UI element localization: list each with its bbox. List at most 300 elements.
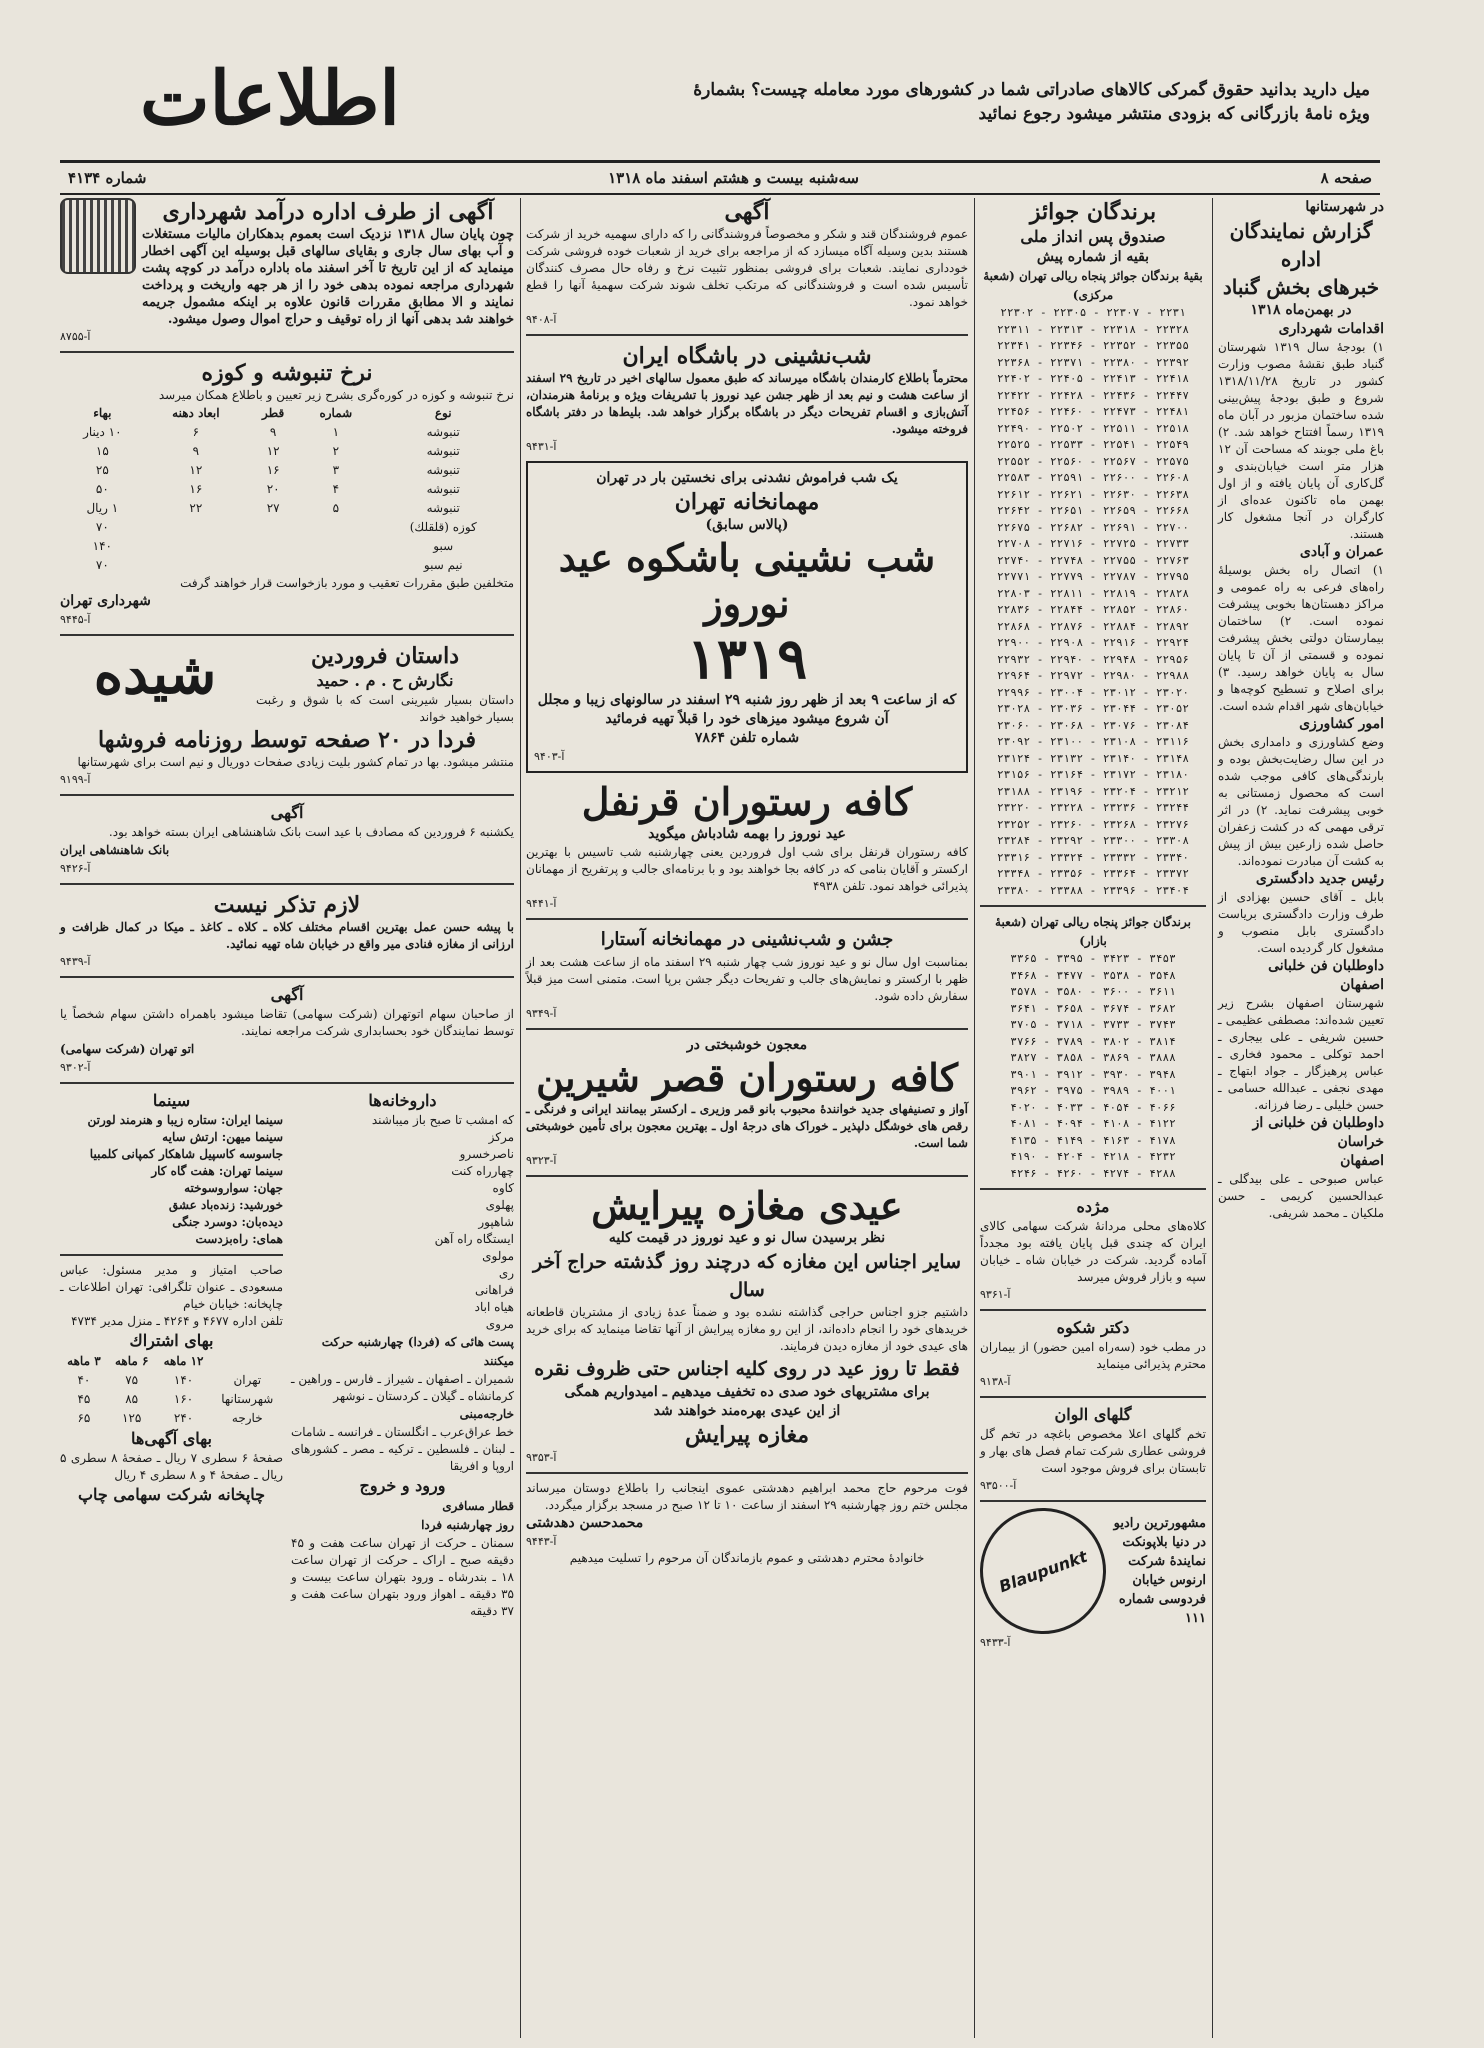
table-cell: تنبوشه	[426, 482, 460, 496]
table-cell: ۲۴۰	[173, 1411, 194, 1425]
ad-text: آواز و تصنیفهای جدید خوانندهٔ محبوب بانو قمر وزیری ـ ارکستر بیمانند ایرانی و فرنگی ـ رقص های خوشگل دلپذیر ـ خوراک های درجهٔ اول ـ بهترین معجون برای تأمین خوشبختی شما است.	[526, 1102, 968, 1150]
ad-code: آ-۹۴۳۳	[980, 1636, 1011, 1649]
pharmacy-item: کاوه	[492, 1181, 514, 1195]
ad-text: داشتیم جزو اجناس حراجی گذاشته نشده بود و ضمناً عدهٔ زیادی از مشتریان قاطعانه خریدهای خود را انجام داده‌اند، از این رو مغازه پیرایش از آنها تقاضا مینماید که برای خرید های عیدی خود از مغازه دیدن فرمایند.	[526, 1305, 968, 1353]
ad-line: سایر اجناس این مغازه که درچند روز گذشته حراج آخر سال	[532, 1251, 962, 1301]
section-heading: داوطلبان فن خلبانی از خراسان	[1252, 1115, 1384, 1150]
table-cell: ۲	[332, 444, 340, 458]
table-cell: ۷۰	[95, 558, 109, 572]
table-cell: کوزه (قلقلك)	[409, 520, 477, 534]
ad-sign: بانک شاهنشاهی ایران	[60, 843, 170, 857]
ad-signature: مغازه پیرایش	[684, 1422, 810, 1448]
divider	[526, 1175, 968, 1177]
table-cell: ۵	[332, 501, 340, 515]
table-cell: ۹	[192, 444, 200, 458]
prize-number-row: ۲۲۳۱۱ - ۲۲۳۱۳ - ۲۲۳۱۸ - ۲۲۳۲۸	[996, 322, 1190, 336]
article-text: ۱) اتصال راه بخش بوسیلهٔ راه‌های فرعی به راه عمومی و مراکز دهستان‌ها بخوبی پیشرفت نموده است. ۲) ساختمان بیمارستان دولتی بخش پیشرفت نموده و قسمتی از آن تا پایان سال به پایان خواهد رسید. ۳) برای اصلاح و تسطیح کوچه‌ها و خیابان‌های شهر اقدام شده است.	[1218, 563, 1384, 713]
pharmacy-intro: که امشب تا صبح باز میباشند	[371, 1113, 514, 1127]
prize-number-row: ۴۲۴۶ - ۴۲۶۰ - ۴۲۷۴ - ۴۲۸۸	[1010, 1166, 1176, 1180]
ads-price-text: صفحهٔ ۶ سطری ۷ ریال ـ صفحهٔ ۸ سطری ۵ ریال ـ صفحهٔ ۴ و ۸ سطری ۴ ریال	[60, 1451, 284, 1482]
pharmacy-title: داروخانه‌ها	[368, 1091, 437, 1110]
cinema-item: جاسوسه کاسپیل شاهکار کمپانی کلمبیا	[89, 1147, 283, 1161]
prize-number-row: ۲۲۹۶۴ - ۲۲۹۷۲ - ۲۲۹۸۰ - ۲۲۹۸۸	[996, 669, 1190, 682]
ad-kicker: معجون خوشبختی در	[686, 1037, 808, 1053]
prize-number-row: ۴۰۸۱ - ۴۰۹۴ - ۴۱۰۸ - ۴۱۲۲	[1010, 1117, 1176, 1130]
section-heading: عمران و آبادی	[1299, 544, 1384, 560]
ad-subtitle: نظر برسیدن سال نو و عید نوروز در قیمت کلیه	[608, 1230, 886, 1246]
divider	[526, 918, 968, 920]
table-row	[60, 442, 514, 461]
ad-text: عموم فروشندگان قند و شکر و مخصوصاً فروشندگانی را که دارای سهمیه خرید از شرکت هستند بدین وسیله آگاه میسازد که از مراجعه برای خرید از شعبات خوده فروشی شرکت خودداری نمایند. شعبات برای فروشی بمنظور تثبیت نرخ و رفاه حال مصرف کنندگان تأسیس شده است و فروشندگانی که مرتکب تخلف شوند شرکت سهمیهٔ آنها را قطع خواهد نمود.	[526, 227, 968, 309]
pharmacy-item: مولوی	[482, 1249, 514, 1263]
table-header-cell: بهاء	[93, 406, 112, 420]
section-heading: رئیس جدید دادگستری	[1255, 871, 1384, 887]
ad-text: چون پایان سال ۱۳۱۸ نزدیک است بعموم بدهکاران مالیات مستغلات و آب بهای سال جاری و بقایای سالهای قبل بوسیله این آگهی اخطار مینماید که از این تاریخ تا آخر اسفند ماه باداره درآمد در کوچه پشت شهرداری مراجعه نموده بدهی خود را از هر جهه واریخت و پرداخت نمایند و الا مطابق مقررات قانون علاوه بر اینکه مشمول جریمه خواهند شد بدهی آنها از راه توقیف و حراج اموال وصول میشود.	[142, 227, 515, 327]
cinema-item: سینما میهن: ارتش سایه	[162, 1130, 283, 1144]
divider	[60, 634, 514, 636]
ad-text: از صاحبان سهام اتوتهران (شرکت سهامی) تقاضا میشود باهمراه داشتن سهام شخصاً یا توسط نمایندگان خود بحسابداری شرکت مراجعه نمایند.	[60, 1007, 514, 1038]
table-cell: خارجه	[231, 1411, 263, 1425]
train-title: قطار مسافری	[442, 1499, 514, 1513]
prize-number-row: ۲۲۶۱۲ - ۲۲۶۲۱ - ۲۲۶۳۰ - ۲۲۶۳۸	[996, 487, 1190, 501]
prize-number-row: ۲۲۹۰۰ - ۲۲۹۰۸ - ۲۲۹۱۶ - ۲۲۹۲۴	[996, 636, 1190, 649]
cinema-item: سینما تهران: هفت گاه کار	[151, 1164, 283, 1178]
table-cell: ۱۲	[266, 444, 280, 458]
services-left	[60, 1090, 283, 1620]
prize-group-heading: برندگان جوائز پنجاه ریالی تهران (شعبهٔ بازار)	[995, 915, 1191, 948]
pharmacy-item: ری	[498, 1266, 514, 1280]
article-text: بابل ـ آقای حسین بهزادی از طرف وزارت دادگستری بریاست دادگستری بابل منصوب و مشغول کار گردیده است.	[1218, 890, 1384, 955]
ad-title: آگهی	[270, 803, 304, 822]
ad-title: شب‌نشینی در باشگاه ایران	[622, 343, 872, 369]
continued-note: بقیه از شماره پیش	[1036, 249, 1150, 265]
ad-code: آ-۹۴۴۱	[526, 897, 557, 910]
table-row	[60, 556, 514, 575]
subscription-title: بهای اشتراك	[129, 1331, 214, 1350]
table-cell: تنبوشه	[426, 501, 460, 515]
ad-subtitle: عید نوروز را بهمه شادباش میگوید	[648, 826, 846, 842]
article-text: عباس صبوحی ـ علی بیدگلی ـ عبدالحسین کریمی ـ حسن ملکیان ـ محمد شریفی.	[1218, 1172, 1384, 1220]
phone-text: تلفن اداره ۴۶۷۷ و ۴۲۶۴ ـ منزل مدیر ۴۷۳۴	[71, 1314, 283, 1328]
table-cell: نیم سبو	[423, 558, 463, 572]
ad-code: آ-۹۱۳۸	[980, 1375, 1011, 1388]
table-header-cell: ۳ ماهه	[67, 1354, 101, 1368]
ad-code: آ-۹۴۳۱	[526, 440, 557, 453]
divider	[980, 905, 1206, 907]
prize-subtitle: صندوق پس انداز ملی	[1020, 227, 1166, 246]
pharmacy-item: ایستگاه راه آهن	[434, 1232, 514, 1246]
prize-number-row: ۳۹۶۲ - ۳۹۷۵ - ۳۹۸۹ - ۴۰۰۱	[1010, 1084, 1176, 1097]
train-subtitle: روز چهارشنبه فردا	[421, 1518, 514, 1532]
ad-code: آ-۹۳۲۳	[526, 1154, 557, 1167]
pharmacy-item: مروی	[485, 1317, 514, 1331]
prize-number-row: ۲۳۰۶۰ - ۲۳۰۶۸ - ۲۳۰۷۶ - ۲۳۰۸۴	[996, 718, 1190, 732]
ad-headline: شب نشینی باشکوه عید نوروز	[558, 535, 936, 626]
ad-text: در مطب خود (سه‌راه امین حضور) از بیماران محترم پذیرائی مینماید	[980, 1340, 1206, 1371]
prize-number-row: ۲۲۳۶۸ - ۲۲۳۷۱ - ۲۲۳۸۰ - ۲۲۳۹۲	[996, 355, 1190, 369]
ad-code: آ-۹۴۲۶	[60, 862, 91, 875]
table-cell: ۱۶۰	[173, 1392, 194, 1406]
notice-name: محمدحسن دهدشتی	[526, 1515, 644, 1531]
table-header-cell: نوع	[434, 406, 452, 420]
section-kicker: در شهرستانها	[1305, 199, 1384, 215]
prize-number-row: ۲۲۸۳۶ - ۲۲۸۴۴ - ۲۲۸۵۲ - ۲۲۸۶۰	[996, 603, 1190, 616]
ad-headline: شیده	[93, 641, 217, 707]
section-subheading: اصفهان	[1340, 1153, 1384, 1169]
ad-text: کافه رستوران قرنفل برای شب اول فروردین یعنی چهارشنبه شب تاسیس با بهترین ارکستر و آقایان بنامی که در کافه بجا خواهند بود و با برنامه‌ای جالب و پرتفریح از مهمانان پذیرائی خواهد نمود. تلفن ۴۹۳۸	[526, 845, 968, 893]
table-cell: ۱ ریال	[86, 501, 119, 515]
subscription-table	[60, 1352, 283, 1428]
prize-number-row: ۲۲۶۷۵ - ۲۲۶۸۲ - ۲۲۶۹۱ - ۲۲۷۰۰	[996, 520, 1190, 534]
table-cell	[247, 537, 299, 556]
table-header-cell	[212, 1352, 283, 1371]
table-cell	[299, 556, 372, 575]
table-cell: ۷۰	[95, 520, 109, 534]
table-cell: ۲۷	[266, 501, 280, 515]
prize-number-row: ۴۰۲۰ - ۴۰۳۳ - ۴۰۵۴ - ۴۰۶۶	[1010, 1100, 1176, 1114]
ad-code: آ-۹۳۵۳	[526, 1451, 557, 1464]
table-cell	[145, 518, 247, 537]
municipality-seal-icon	[60, 198, 136, 274]
pharmacy-item: شاهپور	[478, 1215, 514, 1229]
ad-text: محترماً باطلاع کارمندان باشگاه میرساند که طبق معمول سالهای اخیر در تاریخ ۲۹ اسفند از ساعت هشت و نیم بعد از ظهر جشن عید نوروز با تشریفات ویژه و برنامهٔ هنرمندان، آتش‌بازی و اقسام تفریحات دیگر در باشگاه برگزار خواهد شد. بلیط‌ها در دفتر باشگاه فروخته میشود.	[526, 371, 969, 436]
table-intro: نرخ تنبوشه و کوزه در کوره‌گری بشرح زیر تعیین و باطلاع همکان میرسد	[158, 388, 514, 402]
cinema-item: سینما ایران: ستاره زیبا و هنرمند لورتن	[87, 1113, 283, 1127]
column-municipal	[60, 198, 514, 1620]
foreign-post-title: خارجه‌مبنی	[459, 1407, 514, 1421]
cinema-item: خورشید: زنده‌باد عشق	[168, 1198, 283, 1212]
issue-date: سه‌شنبه بیست و هشتم اسفند ماه ۱۳۱۸	[608, 169, 859, 187]
divider	[60, 976, 514, 978]
ad-code: آ-۹۴۴۳	[526, 1535, 557, 1548]
ad-text: تخم گلهای اعلا مخصوص باغچه در تخم گل فروشی عطاری شرکت تمام فصل های بهار و تابستان برای فروش موجود است	[980, 1427, 1206, 1475]
prize-number-row: ۳۳۶۵ - ۳۳۹۵ - ۳۴۲۳ - ۳۴۵۳	[1010, 952, 1176, 965]
prize-number-row: ۳۸۲۷ - ۳۸۵۸ - ۳۸۶۹ - ۳۸۸۸	[1010, 1051, 1176, 1064]
table-cell: ۹	[269, 425, 277, 439]
table-cell	[299, 537, 372, 556]
prize-title: برندگان جوائز	[1029, 199, 1157, 225]
prize-number-row: ۳۶۴۱ - ۳۶۵۸ - ۳۶۷۴ - ۳۶۸۲	[1010, 1001, 1176, 1015]
nowruz-ad-box	[526, 461, 968, 773]
column-notices	[526, 198, 968, 1567]
prize-number-row: ۲۲۴۹۰ - ۲۲۵۰۲ - ۲۲۵۱۱ - ۲۲۵۱۸	[996, 421, 1190, 435]
ad-headline: کافه رستوران قرنفل	[581, 779, 913, 824]
prize-number-row: ۲۲۵۸۳ - ۲۲۵۹۱ - ۲۲۶۰۰ - ۲۲۶۰۸	[996, 471, 1190, 484]
owner-text: صاحب امتیاز و مدیر مسئول: عباس مسعودی ـ عنوان تلگرافی: تهران اطلاعات ـ چاپخانه: خیابان خیام	[60, 1263, 283, 1311]
prize-number-row: ۲۲۳۰۲ - ۲۲۳۰۵ - ۲۲۳۰۷ - ۲۲۳۱	[1000, 306, 1186, 319]
masthead	[60, 48, 1380, 158]
prize-number-row: ۳۴۶۸ - ۳۴۷۷ - ۳۵۳۸ - ۳۵۴۸	[1010, 968, 1176, 982]
divider	[980, 1309, 1206, 1311]
cinema-item: دیده‌بان: دوسرد جنگی	[172, 1215, 283, 1229]
table-cell: ۱۴۰	[92, 539, 112, 553]
table-header-row	[60, 404, 514, 423]
divider	[980, 1396, 1206, 1398]
table-row	[60, 1390, 283, 1409]
ad-title: جشن و شب‌نشینی در مهمانخانه آستارا	[600, 929, 894, 950]
divider	[60, 1082, 514, 1084]
price-table	[60, 404, 514, 575]
prize-number-row: ۲۲۵۲۵ - ۲۲۵۳۳ - ۲۲۵۴۱ - ۲۲۵۴۹	[996, 438, 1190, 451]
table-cell: ۴۰	[77, 1373, 91, 1387]
prize-number-row: ۲۲۵۵۲ - ۲۲۵۶۰ - ۲۲۵۶۷ - ۲۲۵۷۵	[996, 454, 1190, 468]
ad-title: آگهی	[270, 985, 304, 1004]
notice-text: فوت مرحوم حاج محمد ابراهیم دهدشتی عموی اینجانب را باطلاع دوستان میرساند مجلس ختم روز چهارشنبه ۲۹ اسفند از ساعت ۱۰ تا ۱۲ صبح در مسجد برگزار میگردد.	[526, 1481, 968, 1512]
table-header-cell: ۱۲ ماهه	[163, 1354, 204, 1368]
ad-text: با پیشه حسن عمل بهترین اقسام مختلف کلاه ـ کلاه ـ کاغذ ـ میکا در کمال ظرافت و ارزانی از مغازه فنادی میر واقع در خیابان شاه تهیه نمائید.	[60, 920, 514, 951]
cinema-item: همای: راه‌بزدست	[195, 1232, 283, 1246]
ad-code: آ-۹۴۴۵	[60, 613, 91, 626]
table-row	[60, 480, 514, 499]
post-title: پست هائی که (فردا) چهارشنبه حرکت میکنند	[321, 1335, 514, 1368]
column-rule	[1212, 198, 1213, 2038]
prize-number-row: ۲۲۷۴۰ - ۲۲۷۴۸ - ۲۲۷۵۵ - ۲۲۷۶۳	[996, 553, 1190, 567]
blaupunkt-logo: Blaupunkt	[962, 1490, 1123, 1651]
table-cell: تنبوشه	[426, 463, 460, 477]
table-cell: ۴۵	[77, 1392, 91, 1406]
article-date: در بهمن‌ماه ۱۳۱۸	[1250, 302, 1352, 318]
ad-author: نگارش ح . م . حمید	[316, 671, 454, 690]
hotel-name: مهمانخانه تهران	[674, 489, 820, 515]
ad-year: ۱۳۱۹	[686, 626, 808, 692]
ad-headline: کافه رستوران قصر شیرین	[536, 1055, 958, 1100]
prize-number-row: ۲۲۹۹۶ - ۲۳۰۰۴ - ۲۳۰۱۲ - ۲۳۰۲۰	[996, 685, 1190, 699]
table-cell: ۱	[332, 425, 340, 439]
pharmacy-item: پهلوی	[485, 1198, 514, 1212]
table-row	[60, 1409, 283, 1428]
table-cell	[247, 518, 299, 537]
page-number: صفحه ۸	[1320, 169, 1372, 187]
table-cell: ۶	[192, 425, 200, 439]
ad-code: آ-۹۱۹۹	[60, 773, 91, 786]
ad-code: آ-۹۳۶۱	[980, 1288, 1011, 1301]
pharmacy-list	[291, 1129, 514, 1333]
prize-number-row: ۴۱۹۰ - ۴۲۰۴ - ۴۲۱۸ - ۴۲۳۲	[1010, 1150, 1176, 1163]
prize-number-row: ۲۲۴۵۶ - ۲۲۴۶۰ - ۲۲۴۷۳ - ۲۲۴۸۱	[996, 405, 1190, 418]
ad-headline: عیدی مغازه پیرایش	[591, 1183, 903, 1228]
table-cell: ۱۶	[189, 482, 203, 496]
table-cell: ۶۵	[77, 1411, 91, 1425]
prize-number-list	[980, 951, 1206, 1182]
prize-number-row: ۲۲۴۰۲ - ۲۲۴۰۵ - ۲۲۴۱۳ - ۲۲۴۱۸	[996, 372, 1190, 385]
ad-code: آ-۹۴۰۸	[526, 313, 557, 326]
prize-number-row: ۲۳۰۲۸ - ۲۳۰۳۶ - ۲۳۰۴۴ - ۲۳۰۵۲	[996, 702, 1190, 715]
table-cell: سبو	[433, 539, 454, 553]
hotel-subtitle: (پالاس سابق)	[705, 517, 789, 533]
table-cell: ۱۶	[266, 463, 280, 477]
table-cell: ۱۲۵	[122, 1411, 142, 1425]
table-note: متخلفین طبق مقررات تعقیب و مورد بازخواست قرار خواهند گرفت	[180, 576, 514, 590]
table-cell: ۴	[332, 482, 340, 496]
column-prize-winners	[980, 198, 1206, 1651]
ad-phone: شماره تلفن ۷۸۶۴	[694, 730, 800, 746]
table-cell: ۸۵	[125, 1392, 139, 1406]
table-row	[60, 499, 514, 518]
table-row	[60, 518, 514, 537]
ad-line: فقط تا روز عید در روی کلیه اجناس حتی ظروف نقره	[534, 1358, 960, 1380]
ad-text: که از ساعت ۹ بعد از ظهر روز شنبه ۲۹ اسفند در سالونهای زیبا و مجلل آن شروع میشود میزهای خود را قبلاً تهیه فرمائید	[537, 692, 957, 727]
ad-sign: اتو تهران (شرکت سهامی)	[60, 1042, 195, 1056]
prize-number-row: ۲۳۱۵۶ - ۲۳۱۶۴ - ۲۳۱۷۲ - ۲۳۱۸۰	[996, 768, 1190, 781]
table-cell: ۱۵	[95, 444, 109, 458]
table-row	[60, 1371, 283, 1390]
table-cell	[145, 556, 247, 575]
notice-footer: خانوادهٔ محترم دهدشتی و عموم بازماندگان آن مرحوم را تسلیت میدهیم	[569, 1551, 925, 1565]
prize-number-row: ۲۳۲۸۴ - ۲۳۲۹۲ - ۲۳۳۰۰ - ۲۳۳۰۸	[996, 834, 1190, 847]
ad-title: مژده	[1076, 1197, 1110, 1216]
prize-number-row: ۲۲۶۴۲ - ۲۲۶۵۱ - ۲۲۶۵۹ - ۲۲۶۶۸	[996, 504, 1190, 517]
cinema-list	[60, 1112, 283, 1248]
divider	[60, 351, 514, 353]
cinema-title: سینما	[152, 1091, 191, 1110]
divider	[526, 1028, 968, 1030]
ad-code: آ-۹۳۰۲	[60, 1061, 91, 1074]
radio-ad	[980, 1508, 1206, 1634]
ad-title: گلهای الوان	[1054, 1405, 1132, 1424]
divider	[60, 883, 514, 885]
prize-group-heading: بقیهٔ برندگان جوائز پنجاه ریالی تهران (شعبهٔ مرکزی)	[983, 269, 1203, 302]
prize-number-row: ۲۳۲۲۰ - ۲۳۲۲۸ - ۲۳۲۳۶ - ۲۳۲۴۴	[996, 801, 1190, 814]
prize-number-row: ۲۲۹۳۲ - ۲۲۹۴۰ - ۲۲۹۴۸ - ۲۲۹۵۶	[996, 652, 1190, 666]
headline: گزارش نمایندگان اداره	[1229, 219, 1373, 271]
services-section	[60, 1090, 514, 1620]
table-row	[60, 423, 514, 442]
table-cell: ۷۵	[125, 1373, 139, 1387]
ad-code: آ-۹۴۰۳	[534, 750, 565, 763]
foreign-post-text: خط عراق‌عرب ـ انگلستان ـ فرانسه ـ شامات ـ لبنان ـ فلسطین ـ ترکیه ـ مصر ـ کشورهای اروپا و افریقا	[291, 1425, 514, 1473]
prize-number-row: ۳۵۷۸ - ۳۵۸۰ - ۳۶۰۰ - ۳۶۱۱	[1010, 985, 1176, 998]
divider	[980, 1188, 1206, 1190]
issue-number: شماره ۴۱۳۴	[68, 169, 147, 187]
article-text: شهرستان اصفهان بشرح زیر تعیین شده‌اند: مصطفی عظیمی ـ حسین شریفی ـ علی بیجاری ـ احمد توکلی ـ محمود فخاری ـ عباس پرهیزگار ـ جواد ابتهاج ـ مهدی نجفی ـ عبدالله حسامی ـ حسن خلیلی ـ رضا فرزانه.	[1218, 996, 1384, 1112]
prize-number-row: ۲۳۱۸۸ - ۲۳۱۹۶ - ۲۳۲۰۴ - ۲۳۲۱۲	[996, 784, 1190, 798]
dateline	[60, 160, 1380, 195]
ad-code: آ-۹۴۳۹	[60, 955, 91, 968]
pharmacy-item: هیاه اباد	[474, 1300, 514, 1314]
pharmacy-item: فراهانی	[474, 1283, 514, 1297]
ad-line: فردا در ۲۰ صفحه توسط روزنامه فروشها	[97, 727, 477, 753]
table-title: نرخ تنبوشه و کوزه	[201, 360, 373, 386]
ad-title: آگهی	[724, 199, 770, 225]
prize-number-row: ۳۷۰۵ - ۳۷۱۸ - ۳۷۳۳ - ۳۷۴۳	[1010, 1018, 1176, 1031]
ad-title: لازم تذکر نیست	[213, 892, 361, 918]
prize-number-row: ۲۲۳۴۱ - ۲۲۳۴۶ - ۲۲۳۵۲ - ۲۲۳۵۵	[996, 339, 1190, 352]
table-cell: ۱۰ دینار	[83, 425, 122, 439]
table-row	[60, 461, 514, 480]
ad-text: مشهورترین رادیو در دنیا بلاپونکت نمایندهٔ شرکت ارنوس خیابان فردوسی شماره ۱۱۱	[1113, 1516, 1206, 1626]
ad-code: آ-۹۳۵۰۰	[980, 1479, 1017, 1492]
table-cell: تنبوشه	[426, 444, 460, 458]
table-cell: تهران	[233, 1373, 262, 1387]
printer: چاپخانه شرکت سهامی چاپ	[77, 1485, 266, 1504]
ad-subtitle: داستان فروردین	[310, 643, 460, 669]
article-text: ۱) بودجهٔ سال ۱۳۱۹ شهرستان گنباد طبق نقشهٔ مصوب وزارت کشور در تاریخ ۱۳۱۸/۱۱/۲۸ شروع و طبق بودجهٔ پیش‌بینی شده ساختمان مزبور در آبان ماه ۱۳۱۹ رسماً افتتاح خواهد شد. ۲) باغ ملی جوبند که مساحت آن ۱۲ هزار متر است خیابان‌بندی و گل‌کاری آن پایان یافته و از اول بهمن ماه تاکنون عده‌ای از کارگران در آنجا مشغول کار هستند.	[1218, 340, 1384, 541]
ad-code: آ-۸۷۵۵	[60, 330, 91, 343]
pharmacy-item: چهارراه کنت	[451, 1164, 514, 1178]
table-cell: ۱۴۰	[173, 1373, 194, 1387]
arrivals-title: ورود و خروج	[359, 1476, 446, 1495]
table-cell: شهرستانها	[221, 1392, 274, 1406]
cinema-item: جهان: سواروسوخته	[184, 1181, 283, 1195]
ads-price-title: بهای آگهی‌ها	[131, 1429, 212, 1448]
table-cell: ۲۵	[95, 463, 109, 477]
post-text: شمیران ـ اصفهان ـ شیراز ـ فارس ـ وراهین ـ کرمانشاه ـ گیلان ـ کردستان ـ نوشهر	[291, 1372, 514, 1403]
column-rule	[520, 198, 521, 2038]
train-text: سمنان ـ حرکت از تهران ساعت هفت و ۴۵ دقیقه صبح ـ اراک ـ حرکت از تهران ساعت ۱۸ ـ بندرشاه ـ ورود بتهران ساعت بیست و ۳۵ دقیقه ـ اهواز ورود بتهران ساعت هفت و ۳۷ دقیقه	[291, 1536, 514, 1618]
table-header-cell: شماره	[319, 406, 353, 420]
divider	[60, 794, 514, 796]
section-heading: امور کشاورزی	[1299, 716, 1384, 732]
section-heading: داوطلبان فن خلبانی	[1268, 958, 1384, 974]
ad-line: برای مشتریهای خود صدی ده تخفیف میدهیم ـ امیدواریم همگی	[564, 1384, 930, 1400]
ad-text: داستان بسیار شیرینی است که با شوق و رغبت بسیار خواهید خواند	[256, 693, 514, 724]
prize-number-row: ۲۲۷۷۱ - ۲۲۷۷۹ - ۲۲۷۸۷ - ۲۲۷۹۵	[996, 570, 1190, 583]
divider	[60, 1254, 283, 1256]
prize-number-row: ۲۲۸۰۳ - ۲۲۸۱۱ - ۲۲۸۱۹ - ۲۲۸۲۸	[996, 586, 1190, 600]
prize-number-row: ۲۲۴۲۲ - ۲۲۴۲۸ - ۲۲۴۳۶ - ۲۲۴۴۷	[996, 388, 1190, 402]
municipal-notice	[60, 198, 514, 328]
table-cell: ۳	[332, 463, 340, 477]
section-subheading: اصفهان	[1340, 977, 1384, 993]
prize-number-row: ۲۳۳۴۸ - ۲۳۳۵۶ - ۲۳۳۶۴ - ۲۳۳۷۲	[996, 867, 1190, 880]
table-header-cell: قطر	[262, 406, 285, 420]
table-row	[60, 537, 514, 556]
table-sign: شهرداری تهران	[60, 593, 151, 609]
divider	[526, 334, 968, 336]
prize-number-row: ۲۲۸۶۸ - ۲۲۸۷۶ - ۲۲۸۸۴ - ۲۲۸۹۲	[996, 619, 1190, 633]
prize-number-row: ۲۳۳۸۰ - ۲۳۳۸۸ - ۲۳۳۹۶ - ۲۳۴۰۴	[996, 883, 1190, 897]
headline-secondary: خبرهای بخش گنباد	[1222, 275, 1380, 299]
prize-number-row: ۳۷۶۶ - ۳۷۸۹ - ۳۸۰۲ - ۳۸۱۴	[1010, 1034, 1176, 1048]
ad-intro: یک شب فراموش نشدنی برای نخستین بار در تهران	[596, 470, 898, 486]
table-cell: تنبوشه	[426, 425, 460, 439]
table-cell: ۲۲	[189, 501, 203, 515]
prize-number-row: ۲۳۲۵۲ - ۲۳۲۶۰ - ۲۳۲۶۸ - ۲۳۲۷۶	[996, 817, 1190, 831]
article-text: وضع کشاورزی و دامداری بخش در این سال رضایت‌بخش بوده و بارندگی‌های کافی موجب شده است که محصول زمستانی به خوبی پیشرفت نماید. ۲) در اثر ترقی مهمی که در کشت زعفران حاصل شده زارعین بیش از پیش به کشت آن مبادرت نموده‌اند.	[1218, 735, 1384, 868]
ad-title: دکتر شکوه	[1056, 1318, 1130, 1337]
ad-text: منتشر میشود. بها در تمام کشور بلیت زیادی صفحات دوریال و نیم است برای شهرستانها	[77, 755, 514, 769]
divider	[980, 1500, 1206, 1502]
table-cell	[145, 537, 247, 556]
prize-number-row: ۳۹۰۱ - ۳۹۱۲ - ۳۹۳۰ - ۳۹۴۸	[1010, 1067, 1176, 1081]
ad-title: آگهی از طرف اداره درآمد شهرداری	[162, 199, 494, 225]
table-cell	[299, 518, 372, 537]
column-provinces	[1218, 198, 1384, 1222]
table-header-row	[60, 1352, 283, 1371]
table-cell	[247, 556, 299, 575]
prize-number-row: ۲۲۷۰۸ - ۲۲۷۱۶ - ۲۲۷۲۵ - ۲۲۷۳۳	[996, 537, 1190, 550]
ad-code: آ-۹۳۴۹	[526, 1007, 557, 1020]
divider	[526, 1472, 968, 1474]
ad-text: کلاه‌های محلی مردانهٔ شرکت سهامی کالای ایران که چندی قبل پایان یافته بود مجدداً آماده گردید. شرکت در خیابان شاه ـ خیابان سپه و بازار فروش میرسد	[980, 1219, 1206, 1284]
ad-line: از این عیدی بهره‌مند خواهند شد	[653, 1403, 841, 1419]
shideh-ad	[60, 642, 514, 726]
pharmacy-item: ناصرخسرو	[459, 1147, 514, 1161]
table-cell: ۵۰	[95, 482, 109, 496]
newspaper-title: اطلاعات	[140, 56, 400, 142]
table-header-cell: ۶ ماهه	[114, 1354, 149, 1368]
masthead-notice: میل دارید بدانید حقوق گمرکی کالاهای صادراتی شما در کشورهای مورد معامله چیست؟ بشمارهٔ ویژه نامهٔ بازرگانی که بزودی منتشر میشود رجوع نمائید	[693, 80, 1370, 124]
column-rule	[974, 198, 975, 2038]
table-cell: ۲۰	[266, 482, 280, 496]
pharmacy-item: مرکز	[488, 1130, 514, 1144]
prize-number-list	[980, 305, 1206, 899]
ad-text: بمناسبت اول سال نو و عید نوروز شب چهار شنبه ۲۹ اسفند ماه از ساعت هشت بعد از ظهر با ارکستر و نمایش‌های جالب و تفریحات دیگر جشن برپا است. متمنی است میز قبلاً سفارش داده شود.	[526, 955, 968, 1003]
services-right	[291, 1090, 514, 1620]
prize-number-row: ۲۳۰۹۲ - ۲۳۱۰۰ - ۲۳۱۰۸ - ۲۳۱۱۶	[996, 735, 1190, 748]
prize-number-row: ۲۳۱۲۴ - ۲۳۱۳۲ - ۲۳۱۴۰ - ۲۳۱۴۸	[996, 751, 1190, 765]
ad-text: یکشنبه ۶ فروردین که مصادف با عید است بانک شاهنشاهی ایران بسته خواهد بود.	[108, 825, 514, 839]
